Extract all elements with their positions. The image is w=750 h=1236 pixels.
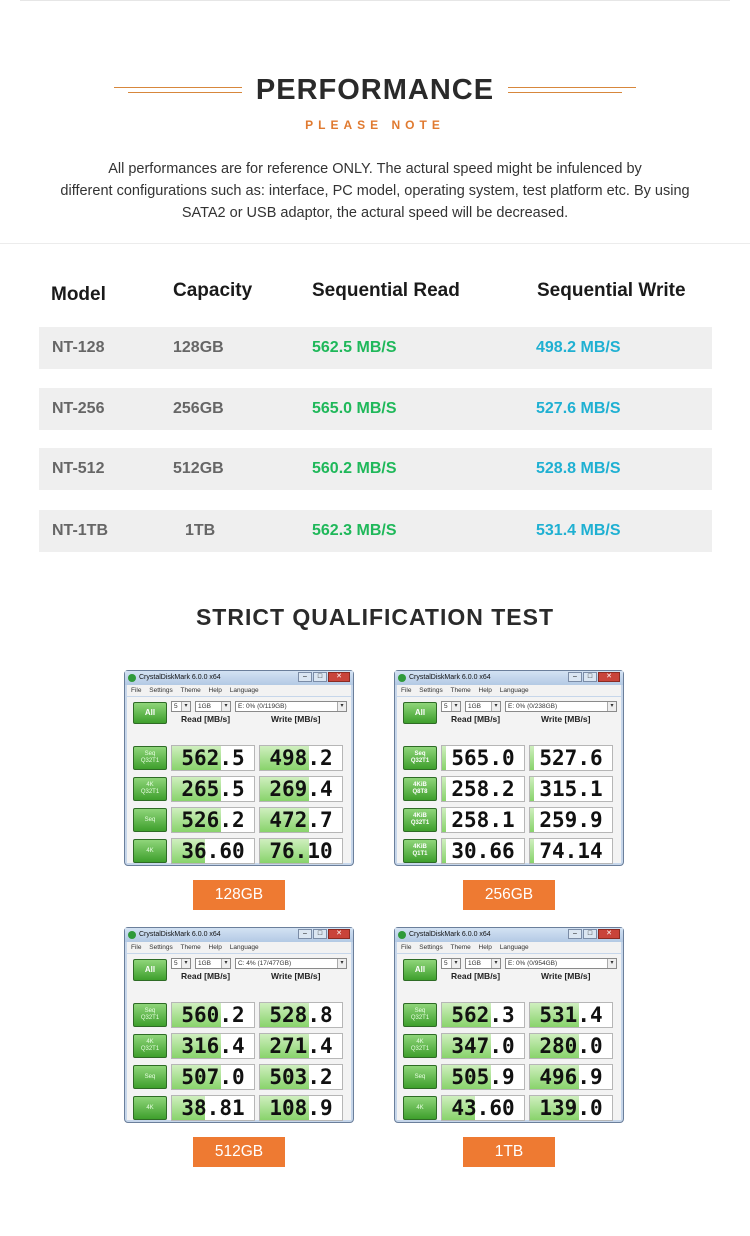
- chevron-down-icon: ▾: [451, 959, 460, 968]
- chevron-down-icon: ▾: [607, 959, 616, 968]
- chevron-down-icon: ▾: [221, 959, 230, 968]
- read-value: 562.5: [181, 746, 245, 770]
- size-select[interactable]: [465, 701, 501, 712]
- close-icon[interactable]: ✕: [328, 929, 350, 939]
- header-read: Sequential Read: [312, 280, 460, 301]
- write-result: [259, 1033, 343, 1059]
- read-value: 560.2: [181, 1003, 245, 1027]
- window-titlebar: [395, 928, 623, 942]
- test-label[interactable]: Seq Q32T1: [403, 746, 437, 770]
- write-header: Write [MB/s]: [271, 714, 321, 724]
- read-result: [171, 776, 255, 802]
- menu-theme[interactable]: Theme: [180, 687, 201, 694]
- test-label[interactable]: Seq: [403, 1065, 437, 1089]
- app-icon: [398, 674, 406, 682]
- menu-language[interactable]: Language: [229, 687, 259, 694]
- capacity-tag: 512GB: [193, 1137, 285, 1167]
- test-label[interactable]: 4KiB Q8T8: [403, 777, 437, 801]
- cell-write: 498.2 MB/S: [536, 339, 621, 356]
- write-result: [259, 776, 343, 802]
- close-icon[interactable]: ✕: [598, 929, 620, 939]
- read-result: [441, 1033, 525, 1059]
- all-button[interactable]: All: [133, 702, 167, 724]
- read-value: 562.3: [451, 1003, 515, 1027]
- write-value: 280.0: [539, 1034, 603, 1058]
- minimize-icon[interactable]: –: [298, 929, 312, 939]
- count-select[interactable]: [441, 958, 461, 969]
- close-icon[interactable]: ✕: [328, 672, 350, 682]
- read-bar: [442, 746, 446, 770]
- window-body: [397, 697, 621, 863]
- write-result: [259, 1002, 343, 1028]
- window-titlebar: [125, 928, 353, 942]
- test-label[interactable]: 4K Q32T1: [403, 1034, 437, 1058]
- window-title: CrystalDiskMark 6.0.0 x64: [409, 674, 491, 681]
- table-row: [39, 327, 712, 369]
- size-value: 1GB: [468, 960, 482, 967]
- count-value: 5: [444, 703, 448, 710]
- write-result: [259, 807, 343, 833]
- menu-settings[interactable]: Settings: [149, 687, 173, 694]
- chevron-down-icon: ▾: [491, 959, 500, 968]
- menu-bar: [397, 685, 621, 696]
- menu-file[interactable]: File: [401, 687, 412, 694]
- count-value: 5: [174, 960, 178, 967]
- menu-file[interactable]: File: [131, 687, 142, 694]
- app-icon: [128, 674, 136, 682]
- write-value: 527.6: [539, 746, 603, 770]
- write-result: [259, 745, 343, 771]
- menu-language[interactable]: Language: [229, 944, 259, 951]
- write-result: [529, 776, 613, 802]
- crystaldiskmark-window: [124, 927, 354, 1123]
- minimize-icon[interactable]: –: [568, 672, 582, 682]
- write-value: 108.9: [269, 1096, 333, 1120]
- capacity-tag: 128GB: [193, 880, 285, 910]
- capacity-tag: 1TB: [463, 1137, 555, 1167]
- intro-line: All performances are for reference ONLY. The actural speed might be infulenced by: [108, 161, 642, 177]
- menu-settings[interactable]: Settings: [419, 944, 443, 951]
- cell-model: NT-512: [52, 460, 105, 477]
- count-select[interactable]: [171, 958, 191, 969]
- header-model: Model: [51, 284, 106, 305]
- size-select[interactable]: [195, 701, 231, 712]
- read-result: [171, 1095, 255, 1121]
- app-icon: [398, 931, 406, 939]
- chevron-down-icon: ▾: [337, 702, 346, 711]
- read-result: [441, 838, 525, 864]
- write-value: 528.8: [269, 1003, 333, 1027]
- intro-line: SATA2 or USB adaptor, the actural speed will be decreased.: [181, 205, 569, 221]
- qualification-title: STRICT QUALIFICATION TEST: [195, 604, 555, 630]
- write-value: 531.4: [539, 1003, 603, 1027]
- cell-capacity: 1TB: [185, 522, 216, 539]
- drive-value: E: 0% (0/954GB): [508, 960, 558, 967]
- drive-select[interactable]: [235, 958, 347, 969]
- write-result: [529, 1064, 613, 1090]
- all-button[interactable]: All: [403, 959, 437, 981]
- size-select[interactable]: [195, 958, 231, 969]
- chevron-down-icon: ▾: [451, 702, 460, 711]
- write-header: Write [MB/s]: [541, 971, 591, 981]
- read-value: 505.9: [451, 1065, 515, 1089]
- menu-theme[interactable]: Theme: [450, 944, 471, 951]
- size-value: 1GB: [468, 703, 482, 710]
- capacity-tag: 256GB: [463, 880, 555, 910]
- drive-value: C: 4% (17/477GB): [238, 960, 292, 967]
- menu-file[interactable]: File: [131, 944, 142, 951]
- test-label[interactable]: Seq Q32T1: [403, 1003, 437, 1027]
- read-header: Read [MB/s]: [451, 971, 501, 981]
- count-select[interactable]: [441, 701, 461, 712]
- right-decoration: [508, 83, 636, 97]
- drive-select[interactable]: [505, 958, 617, 969]
- read-result: [441, 1002, 525, 1028]
- chevron-down-icon: ▾: [607, 702, 616, 711]
- maximize-icon[interactable]: □: [583, 929, 597, 939]
- read-result: [171, 1064, 255, 1090]
- size-select[interactable]: [465, 958, 501, 969]
- read-value: 43.60: [451, 1096, 515, 1120]
- write-bar: [530, 839, 534, 863]
- close-icon[interactable]: ✕: [598, 672, 620, 682]
- header-capacity: Capacity: [173, 280, 253, 301]
- chevron-down-icon: ▾: [221, 702, 230, 711]
- intro-line: different configurations such as: interface, PC model, operating system, test platform etc. By using: [60, 183, 690, 199]
- read-header: Read [MB/s]: [451, 714, 501, 724]
- test-label[interactable]: Seq Q32T1: [133, 746, 167, 770]
- write-result: [529, 838, 613, 864]
- write-value: 496.9: [539, 1065, 603, 1089]
- write-result: [529, 745, 613, 771]
- count-value: 5: [174, 703, 178, 710]
- write-bar: [530, 808, 534, 832]
- test-label[interactable]: 4KiB Q32T1: [403, 808, 437, 832]
- cell-capacity: 256GB: [173, 400, 224, 417]
- read-value: 258.1: [451, 808, 515, 832]
- write-value: 269.4: [269, 777, 333, 801]
- write-value: 139.0: [539, 1096, 603, 1120]
- test-label[interactable]: Seq: [133, 1065, 167, 1089]
- write-bar: [530, 746, 534, 770]
- write-header: Write [MB/s]: [271, 971, 321, 981]
- menu-theme[interactable]: Theme: [450, 687, 471, 694]
- read-bar: [442, 777, 446, 801]
- maximize-icon[interactable]: □: [313, 929, 327, 939]
- maximize-icon[interactable]: □: [313, 672, 327, 682]
- write-value: 315.1: [539, 777, 603, 801]
- menu-settings[interactable]: Settings: [149, 944, 173, 951]
- window-body: [127, 697, 351, 863]
- write-value: 271.4: [269, 1034, 333, 1058]
- read-result: [171, 838, 255, 864]
- drive-select[interactable]: [235, 701, 347, 712]
- cell-read: 562.5 MB/S: [312, 339, 397, 356]
- test-label[interactable]: 4KiB Q1T1: [403, 839, 437, 863]
- read-header: Read [MB/s]: [181, 971, 231, 981]
- read-value: 347.0: [451, 1034, 515, 1058]
- write-value: 498.2: [269, 746, 333, 770]
- write-result: [529, 1033, 613, 1059]
- test-label[interactable]: Seq Q32T1: [133, 1003, 167, 1027]
- cell-model: NT-1TB: [52, 522, 108, 539]
- write-result: [259, 1095, 343, 1121]
- menu-bar: [397, 942, 621, 953]
- cell-read: 565.0 MB/S: [312, 400, 397, 417]
- write-value: 472.7: [269, 808, 333, 832]
- page-title: PERFORMANCE: [255, 73, 495, 106]
- drive-value: E: 0% (0/119GB): [238, 703, 287, 710]
- menu-theme[interactable]: Theme: [180, 944, 201, 951]
- read-result: [171, 1033, 255, 1059]
- window-body: [127, 954, 351, 1120]
- test-label[interactable]: 4K Q32T1: [133, 1034, 167, 1058]
- read-value: 526.2: [181, 808, 245, 832]
- write-result: [529, 807, 613, 833]
- cell-model: NT-256: [52, 400, 105, 417]
- read-value: 36.60: [181, 839, 245, 863]
- menu-help[interactable]: Help: [478, 944, 492, 951]
- minimize-icon[interactable]: –: [568, 929, 582, 939]
- read-result: [441, 745, 525, 771]
- read-result: [171, 807, 255, 833]
- write-header: Write [MB/s]: [541, 714, 591, 724]
- crystaldiskmark-window: [394, 670, 624, 866]
- read-result: [171, 1002, 255, 1028]
- table-row: [39, 448, 712, 490]
- read-value: 507.0: [181, 1065, 245, 1089]
- cell-write: 528.8 MB/S: [536, 460, 621, 477]
- crystaldiskmark-window: [124, 670, 354, 866]
- drive-value: E: 0% (0/238GB): [508, 703, 558, 710]
- crystaldiskmark-window: [394, 927, 624, 1123]
- read-result: [441, 776, 525, 802]
- cell-read: 560.2 MB/S: [312, 460, 397, 477]
- maximize-icon[interactable]: □: [583, 672, 597, 682]
- window-titlebar: [125, 671, 353, 685]
- size-value: 1GB: [198, 703, 212, 710]
- read-value: 265.5: [181, 777, 245, 801]
- write-value: 74.14: [539, 839, 603, 863]
- menu-language[interactable]: Language: [499, 944, 529, 951]
- left-decoration: [114, 83, 242, 97]
- read-bar: [442, 839, 446, 863]
- intro-text: [40, 158, 710, 224]
- page-subtitle: PLEASE NOTE: [305, 118, 445, 132]
- menu-help[interactable]: Help: [208, 687, 222, 694]
- all-button[interactable]: All: [403, 702, 437, 724]
- write-result: [259, 1064, 343, 1090]
- read-result: [441, 1095, 525, 1121]
- write-result: [529, 1002, 613, 1028]
- write-value: 503.2: [269, 1065, 333, 1089]
- chevron-down-icon: ▾: [181, 702, 190, 711]
- cell-capacity: 128GB: [173, 339, 224, 356]
- read-header: Read [MB/s]: [181, 714, 231, 724]
- size-value: 1GB: [198, 960, 212, 967]
- menu-help[interactable]: Help: [208, 944, 222, 951]
- write-result: [529, 1095, 613, 1121]
- test-label[interactable]: 4K: [133, 839, 167, 863]
- read-value: 565.0: [451, 746, 515, 770]
- read-value: 316.4: [181, 1034, 245, 1058]
- read-value: 258.2: [451, 777, 515, 801]
- write-bar: [530, 777, 534, 801]
- menu-bar: [127, 685, 351, 696]
- all-button[interactable]: All: [133, 959, 167, 981]
- window-body: [397, 954, 621, 1120]
- cell-write: 527.6 MB/S: [536, 400, 621, 417]
- top-divider: [20, 0, 730, 1]
- count-select[interactable]: [171, 701, 191, 712]
- app-icon: [128, 931, 136, 939]
- table-row: [39, 388, 712, 430]
- menu-language[interactable]: Language: [499, 687, 529, 694]
- count-value: 5: [444, 960, 448, 967]
- drive-select[interactable]: [505, 701, 617, 712]
- test-label[interactable]: 4K Q32T1: [133, 777, 167, 801]
- read-result: [171, 745, 255, 771]
- cell-capacity: 512GB: [173, 460, 224, 477]
- minimize-icon[interactable]: –: [298, 672, 312, 682]
- write-value: 76.10: [269, 839, 333, 863]
- write-value: 259.9: [539, 808, 603, 832]
- test-label[interactable]: 4K: [133, 1096, 167, 1120]
- window-titlebar: [395, 671, 623, 685]
- window-title: CrystalDiskMark 6.0.0 x64: [409, 931, 491, 938]
- read-result: [441, 807, 525, 833]
- window-title: CrystalDiskMark 6.0.0 x64: [139, 931, 221, 938]
- read-result: [441, 1064, 525, 1090]
- cell-model: NT-128: [52, 339, 105, 356]
- header-write: Sequential Write: [537, 280, 686, 301]
- test-label[interactable]: 4K: [403, 1096, 437, 1120]
- write-result: [259, 838, 343, 864]
- menu-bar: [127, 942, 351, 953]
- cell-write: 531.4 MB/S: [536, 522, 621, 539]
- read-bar: [442, 808, 446, 832]
- menu-settings[interactable]: Settings: [419, 687, 443, 694]
- table-row: [39, 510, 712, 552]
- menu-file[interactable]: File: [401, 944, 412, 951]
- test-label[interactable]: Seq: [133, 808, 167, 832]
- cell-read: 562.3 MB/S: [312, 522, 397, 539]
- menu-help[interactable]: Help: [478, 687, 492, 694]
- section-divider: [0, 243, 750, 244]
- read-value: 38.81: [181, 1096, 245, 1120]
- performance-header: [0, 72, 750, 132]
- chevron-down-icon: ▾: [181, 959, 190, 968]
- chevron-down-icon: ▾: [337, 959, 346, 968]
- table-header: [40, 280, 712, 310]
- read-value: 30.66: [451, 839, 515, 863]
- window-title: CrystalDiskMark 6.0.0 x64: [139, 674, 221, 681]
- chevron-down-icon: ▾: [491, 702, 500, 711]
